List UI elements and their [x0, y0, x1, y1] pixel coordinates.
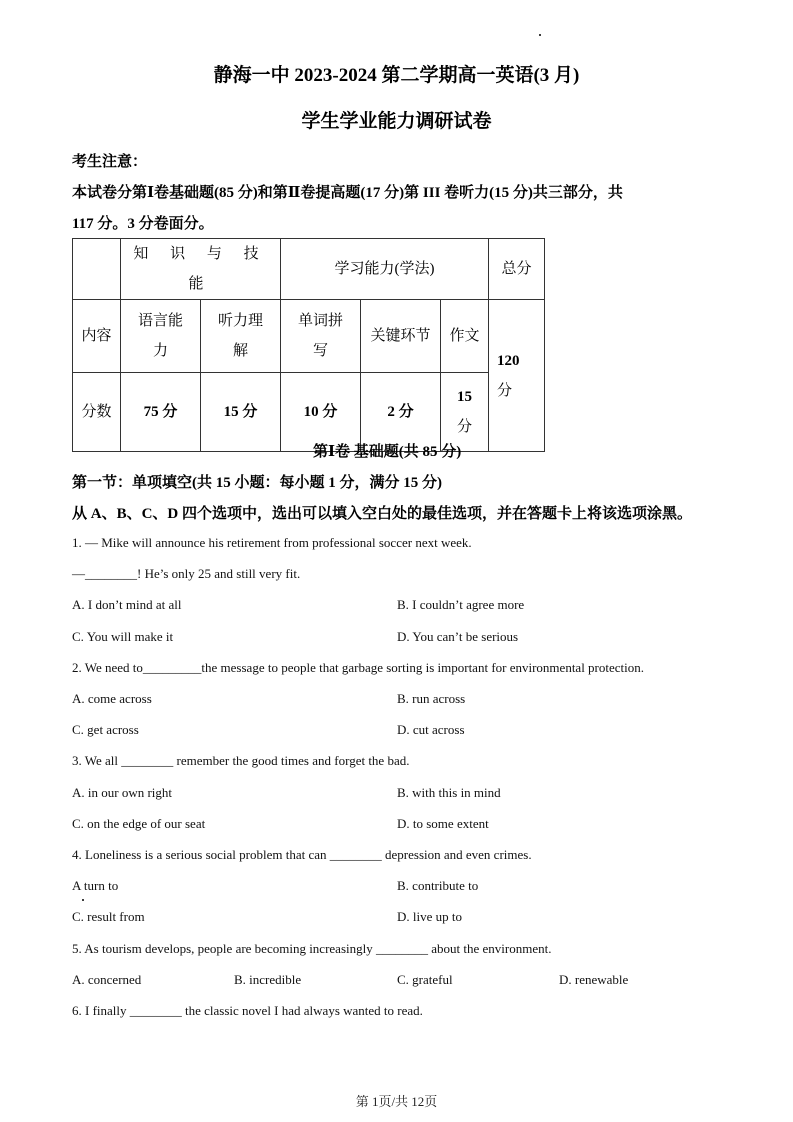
cell-line: 语言能	[137, 313, 183, 329]
instructions: 从 A、B、C、D 四个选项中，选出可以填入空白处的最佳选项，并在答题卡上将该选项涂黑。	[72, 506, 693, 522]
question-1-option-b: B. I couldn’t agree more	[397, 597, 525, 612]
question-2-option-a: A. come across	[72, 691, 152, 706]
question-1-option-d: D. You can’t be serious	[397, 629, 519, 644]
table-header-row	[73, 239, 545, 300]
question-4-option-a: A turn to	[72, 878, 119, 893]
question-6-stem: 6. I finally ________ the classic novel I had always wanted to read.	[72, 1003, 423, 1018]
total-score-unit: 分	[497, 382, 513, 399]
content-cell: 作文	[441, 300, 489, 373]
content-cell	[201, 300, 281, 373]
question-3-option-b: B. with this in mind	[397, 785, 501, 800]
essay-score-value: 15	[457, 389, 472, 405]
question-2-option-c: C. get across	[72, 722, 139, 737]
question-5-option-c: C. grateful	[397, 972, 453, 987]
notice-label: 考生注意：	[72, 154, 148, 170]
table-score-row	[73, 373, 545, 452]
question-5-option-a: A. concerned	[72, 972, 142, 987]
question-1-stem-reply: —________! He’s only 25 and still very fit.	[72, 566, 301, 581]
content-cell: 关键环节	[361, 300, 441, 373]
total-header: 总分	[489, 239, 545, 300]
total-score-cell	[489, 300, 545, 452]
cell-line: 单词拼	[297, 313, 343, 329]
question-3-option-c: C. on the edge of our seat	[72, 816, 206, 831]
notice-line-2: 117 分。3 分卷面分。	[72, 216, 214, 232]
stray-dot	[82, 899, 84, 901]
question-3-option-d: D. to some extent	[397, 816, 489, 831]
score-spelling: 10 分	[281, 373, 361, 452]
essay-score-unit: 分	[456, 419, 472, 435]
table-corner-cell	[73, 239, 121, 300]
content-label: 内容	[73, 300, 121, 373]
part-title: 第Ⅰ卷 基础题(共 85 分)	[313, 444, 462, 460]
cell-line: 解	[232, 343, 248, 359]
knowledge-skills-header: 知 识 与 技 能	[121, 239, 281, 300]
question-2-option-d: D. cut across	[397, 722, 465, 737]
question-4-option-c: C. result from	[72, 909, 145, 924]
question-4-option-d: D. live up to	[397, 909, 462, 924]
cell-line: 力	[152, 343, 168, 359]
page-number: 第 1页/共 12页	[355, 1094, 438, 1109]
question-4-stem: 4. Loneliness is a serious social problem that can ________ depression and even crimes.	[72, 847, 532, 862]
stray-dot	[539, 34, 541, 36]
learning-ability-header: 学习能力(学法)	[281, 239, 489, 300]
content-cell	[281, 300, 361, 373]
notice-line-1: 本试卷分第Ⅰ卷基础题(85 分)和第Ⅱ卷提高题(17 分)第 III 卷听力(15 分)共三部分，共	[72, 185, 623, 201]
question-2-stem: 2. We need to_________the message to people that garbage sorting is important for environmental protection.	[72, 660, 645, 675]
score-key-steps: 2 分	[361, 373, 441, 452]
content-cell	[121, 300, 201, 373]
table-content-row	[73, 300, 545, 373]
score-language: 75 分	[121, 373, 201, 452]
total-score-value: 120	[497, 352, 520, 369]
question-1-option-c: C. You will make it	[72, 629, 174, 644]
score-table	[72, 238, 545, 452]
question-5-option-d: D. renewable	[559, 972, 629, 987]
question-1-option-a: A. I don’t mind at all	[72, 597, 182, 612]
question-1-stem: 1. — Mike will announce his retirement from professional soccer next week.	[72, 535, 472, 550]
question-5-stem: 5. As tourism develops, people are becoming increasingly ________ about the environment.	[72, 941, 552, 956]
question-5-option-b: B. incredible	[234, 972, 302, 987]
exam-subtitle: 学生学业能力调研试卷	[301, 111, 492, 132]
question-2-option-b: B. run across	[397, 691, 466, 706]
exam-title: 静海一中 2023-2024 第二学期高一英语(3 月)	[213, 65, 580, 86]
cell-line: 写	[312, 343, 328, 359]
question-4-option-b: B. contribute to	[397, 878, 479, 893]
subsection-title: 第一节：单项填空(共 15 小题：每小题 1 分，满分 15 分)	[72, 475, 442, 491]
score-label: 分数	[73, 373, 121, 452]
question-3-option-a: A. in our own right	[72, 785, 173, 800]
question-3-stem: 3. We all ________ remember the good times and forget the bad.	[72, 753, 410, 768]
cell-line: 听力理	[217, 313, 263, 329]
score-listening: 15 分	[201, 373, 281, 452]
